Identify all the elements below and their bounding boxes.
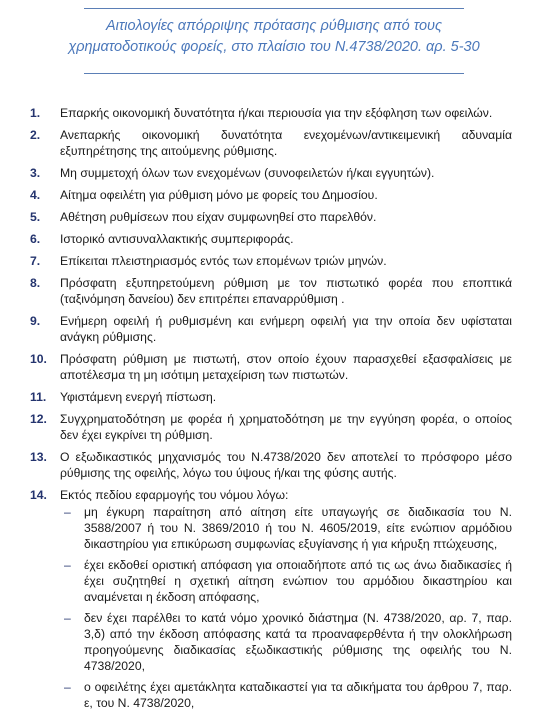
- document-title: [60, 16, 488, 58]
- item-number: 8.: [30, 276, 41, 290]
- item-text: Αθέτηση ρυθμίσεων που είχαν συμφωνηθεί στο παρελθόν.: [60, 210, 377, 224]
- sub-list-item: [60, 557, 512, 605]
- item-text: Ιστορικό αντισυναλλακτικής συμπεριφοράς.: [60, 232, 294, 246]
- item-number: 3.: [30, 166, 41, 180]
- item-number: 7.: [30, 254, 41, 268]
- sub-item-text: δεν έχει παρέλθει το κατά νόμο χρονικό διάστημα (Ν. 4738/2020, αρ. 7, παρ. 3,δ) από την έκδοση απόφασης κατά τα προαναφερθέντα ή την ολοκλήρωση προηγούμενης διαδικασίας εξωδικαστικής ρύθμισης της οφειλής του Ν. 4738/2020,: [84, 611, 512, 673]
- item-number: 6.: [30, 232, 41, 246]
- list-item: [30, 275, 512, 307]
- sub-item-text: έχει εκδοθεί οριστική απόφαση για οποιαδήποτε από τις ως άνω διαδικασίες ή έχει συζητηθεί η σχετική αίτηση ενώπιον του αρμόδιου δικαστηρίου και αναμένεται η έκδοση απόφασης,: [84, 558, 512, 604]
- list-item: [30, 231, 512, 247]
- list-item: [30, 253, 512, 269]
- sub-list-item: [60, 679, 512, 711]
- item-text: Ανεπαρκής οικονομική δυνατότητα ενεχομένων/αντικειμενική αδυναμία εξυπηρέτησης της αιτούμενης ρύθμισης.: [60, 128, 512, 158]
- item-number: 14.: [30, 488, 47, 502]
- item-number: 12.: [30, 412, 47, 426]
- list-item: [30, 105, 512, 121]
- list-item: [30, 449, 512, 481]
- list-item: [30, 127, 512, 159]
- title-line-1: Αιτιολογίες απόρριψης πρότασης ρύθμισης από τους: [105, 18, 443, 34]
- item-number: 13.: [30, 450, 47, 464]
- item-number: 9.: [30, 314, 41, 328]
- list-item: [30, 187, 512, 203]
- bottom-rule: [84, 73, 464, 74]
- item-text: Εκτός πεδίου εφαρμογής του νόμου λόγω:: [60, 488, 289, 502]
- item-number: 5.: [30, 210, 41, 224]
- item-number: 2.: [30, 128, 41, 142]
- top-rule: [84, 8, 464, 9]
- item-text: Πρόσφατη ρύθμιση με πιστωτή, στον οποίο έχουν παρασχεθεί εξασφαλίσεις με αποτέλεσμα τη μη ισότιμη μεταχείριση των πιστωτών.: [60, 352, 512, 382]
- list-item: [30, 209, 512, 225]
- list-item: [30, 487, 512, 711]
- list-item: [30, 411, 512, 443]
- item-text: Μη συμμετοχή όλων των ενεχομένων (συνοφειλετών ή/και εγγυητών).: [60, 166, 435, 180]
- item-number: 1.: [30, 106, 41, 120]
- item-number: 11.: [30, 390, 47, 404]
- item-text: Ο εξωδικαστικός μηχανισμός του Ν.4738/2020 δεν αποτελεί το πρόσφορο μέσο ρύθμισης της οφειλής, λόγω του ύψους ή/και της φύσης αυτής.: [60, 450, 512, 480]
- list-item: [30, 389, 512, 405]
- list-item: [30, 351, 512, 383]
- sub-list-item: [60, 610, 512, 674]
- rejection-reasons-list: [30, 105, 512, 717]
- item-text: Πρόσφατη εξυπηρετούμενη ρύθμιση με τον πιστωτικό φορέα που εποπτικά (ταξινόμηση δανείου) δεν επιτρέπει επαναρρύθμιση .: [60, 276, 512, 306]
- sub-list: [60, 504, 512, 711]
- item-number: 10.: [30, 352, 47, 366]
- sub-item-text: μη έγκυρη παραίτηση από αίτηση είτε υπαγωγής σε διαδικασία του Ν. 3588/2007 ή του Ν. 3869/2010 ή του Ν. 4605/2019, είτε ενώπιον αρμόδιου δικαστηρίου για επικύρωση συμφωνίας εξυγίανσης ή για κήρυξη πτώχευσης,: [84, 505, 512, 551]
- list-item: [30, 165, 512, 181]
- item-text: Συγχρηματοδότηση με φορέα ή χρηματοδότηση με την εγγύηση φορέα, ο οποίος δεν έχει εγκρίνει τη ρύθμιση.: [60, 412, 512, 442]
- dash-bullet: –: [64, 505, 71, 519]
- item-text: Επαρκής οικονομική δυνατότητα ή/και περιουσία για την εξόφληση των οφειλών.: [60, 106, 493, 120]
- title-line-2: χρηματοδοτικούς φορείς, στο πλαίσιο του Ν.4738/2020. αρ. 5-30: [68, 39, 480, 55]
- dash-bullet: –: [64, 558, 71, 572]
- list-item: [30, 313, 512, 345]
- sub-item-text: ο οφειλέτης έχει αμετάκλητα καταδικαστεί για τα αδικήματα του άρθρου 7, παρ. ε, του Ν. 4738/2020,: [84, 680, 512, 710]
- item-text: Αίτημα οφειλέτη για ρύθμιση μόνο με φορείς του Δημοσίου.: [60, 188, 378, 202]
- item-text: Ενήμερη οφειλή ή ρυθμισμένη και ενήμερη οφειλή για την οποία δεν υφίσταται ανάγκη ρύθμισης.: [60, 314, 512, 344]
- dash-bullet: –: [64, 680, 71, 694]
- item-number: 4.: [30, 188, 41, 202]
- item-text: Υφιστάμενη ενεργή πίστωση.: [60, 390, 217, 404]
- item-text: Επίκειται πλειστηριασμός εντός των επομένων τριών μηνών.: [60, 254, 387, 268]
- dash-bullet: –: [64, 611, 71, 625]
- sub-list-item: [60, 504, 512, 552]
